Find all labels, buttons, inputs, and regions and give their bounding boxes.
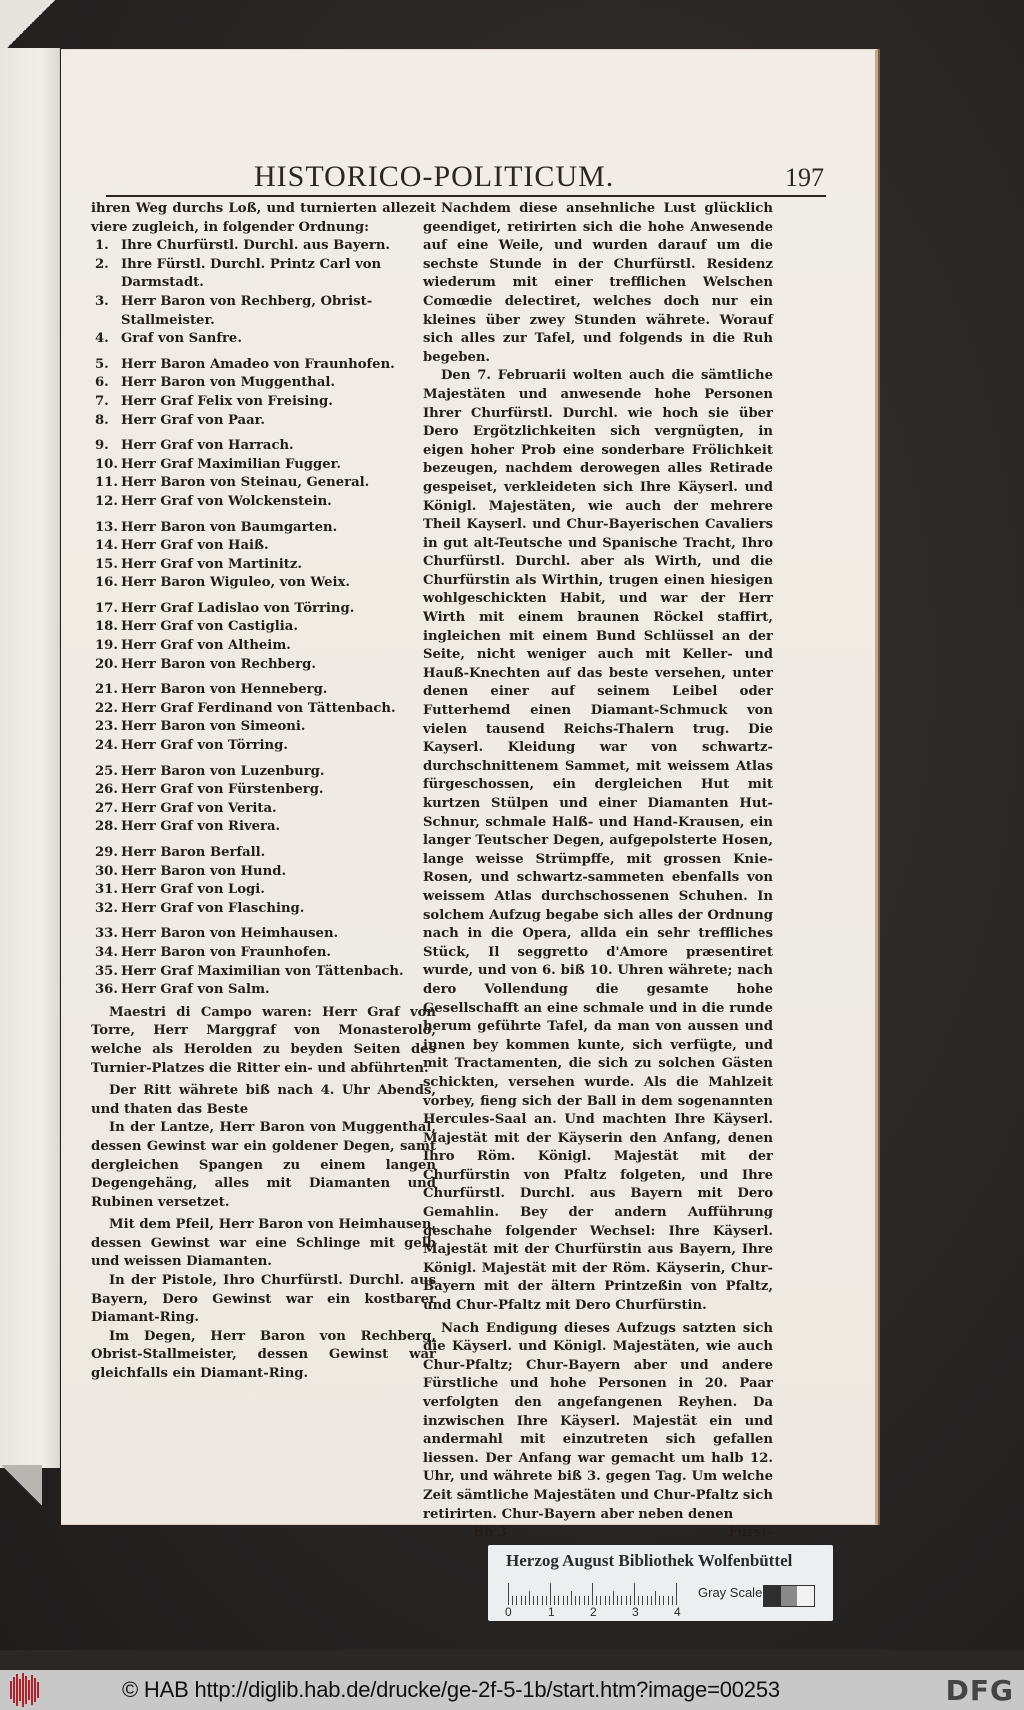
library-scale-label [488, 1545, 833, 1621]
ruler-tick [600, 1596, 601, 1605]
list-item [91, 493, 436, 512]
gray-scale-label: Gray Scale [698, 1585, 763, 1600]
list-number: 21. [95, 682, 118, 698]
ruler-tick [516, 1596, 517, 1605]
list-item [91, 881, 436, 900]
list-number: 27. [95, 800, 118, 816]
ruler-tick [659, 1596, 660, 1605]
list-number: 33. [95, 926, 118, 942]
gray-swatch [797, 1586, 814, 1606]
ruler-tick [617, 1596, 618, 1605]
list-number: 25. [95, 763, 118, 779]
list-item [91, 718, 436, 737]
list-text: Herr Graf von Flasching. [121, 900, 305, 916]
ruler-tick [663, 1596, 664, 1605]
list-text: Graf von Sanfre. [121, 331, 242, 347]
dfg-logo: DFG [945, 1674, 1014, 1707]
list-number: 20. [95, 656, 118, 672]
list-item [91, 763, 436, 782]
ruler-tick [537, 1596, 538, 1605]
ruler-tick [533, 1596, 534, 1605]
list-number: 1. [95, 238, 109, 254]
list-text: Herr Baron von Hund. [121, 863, 287, 879]
ruler-number: 2 [590, 1605, 597, 1619]
ruler-tick [655, 1591, 656, 1605]
list-number: 26. [95, 782, 118, 798]
list-item [91, 393, 436, 412]
list-text: Herr Graf Felix von Freising. [121, 393, 333, 409]
list-text: Herr Graf von Castiglia. [121, 619, 298, 635]
list-item [91, 537, 436, 556]
list-number: 6. [95, 375, 109, 391]
list-number: 7. [95, 393, 109, 409]
copyright-url[interactable]: © HAB http://diglib.hab.de/drucke/ge-2f-5-1b/start.htm?image=00253 [122, 1677, 780, 1702]
ruler-tick [571, 1591, 572, 1605]
list-number: 16. [95, 575, 118, 591]
list-number: 17. [95, 600, 118, 616]
list-text: Herr Graf von Altheim. [121, 638, 291, 654]
list-item [91, 456, 436, 475]
paragraph: Maestri di Campo waren: Herr Graf von Torre, Herr Marggraf von Monasterolo, welche als Herolden zu beyden Seiten des Turnier-Platzes die Ritter ein- und abführten. [91, 1004, 436, 1076]
right-column [423, 200, 773, 1543]
list-text: Herr Baron von Heimhausen. [121, 926, 339, 942]
list-number: 36. [95, 982, 118, 998]
list-item [91, 556, 436, 575]
ruler-tick [542, 1596, 543, 1605]
ruler-tick [634, 1583, 635, 1605]
catchword: Fürst- [728, 1525, 773, 1541]
list-item [91, 293, 436, 330]
list-text: Herr Baron von Baumgarten. [121, 519, 338, 535]
list-text: Herr Graf Ferdinand von Tättenbach. [121, 700, 396, 716]
list-number: 30. [95, 863, 118, 879]
list-item [91, 900, 436, 919]
ruler-tick [563, 1596, 564, 1605]
list-number: 11. [95, 475, 118, 491]
list-item [91, 637, 436, 656]
list-item [91, 237, 436, 256]
list-number: 9. [95, 438, 109, 454]
ruler-tick [579, 1596, 580, 1605]
running-title: HISTORICO-POLITICUM. [254, 160, 615, 193]
list-text: Herr Graf Maximilian Fugger. [121, 456, 341, 472]
paragraph: Der Ritt währete biß nach 4. Uhr Abends, und thaten das Beste [91, 1083, 436, 1117]
list-text: Herr Graf von Törring. [121, 738, 288, 754]
ruler-tick [554, 1596, 555, 1605]
ruler-tick [575, 1596, 576, 1605]
list-number: 13. [95, 519, 118, 535]
list-text: Herr Baron Wiguleo, von Weix. [121, 575, 350, 591]
ruler-tick [609, 1596, 610, 1605]
list-number: 4. [95, 331, 109, 347]
list-number: 10. [95, 456, 118, 472]
ruler-tick [584, 1596, 585, 1605]
list-number: 31. [95, 882, 118, 898]
ruler-tick [525, 1596, 526, 1605]
ruler-tick [613, 1591, 614, 1605]
list-number: 22. [95, 700, 118, 716]
list-text: Herr Baron von Luzenburg. [121, 763, 325, 779]
list-text: Herr Baron von Muggenthal. [121, 375, 336, 391]
ruler-tick [647, 1596, 648, 1605]
list-text: Herr Baron von Rechberg, Obrist-Stallmeister. [121, 293, 373, 328]
ruler-tick [592, 1583, 593, 1605]
list-text: Ihre Fürstl. Durchl. Printz Carl von Darmstadt. [121, 256, 382, 291]
list-item [91, 944, 436, 963]
list-number: 32. [95, 900, 118, 916]
list-text: Herr Graf Maximilian von Tättenbach. [121, 963, 404, 979]
list-number: 29. [95, 845, 118, 860]
list-item [91, 474, 436, 493]
library-name: Herzog August Bibliothek Wolfenbüttel [506, 1551, 793, 1570]
list-text: Herr Baron von Simeoni. [121, 719, 306, 735]
list-item [91, 330, 436, 349]
ruler-tick [596, 1596, 597, 1605]
ruler-tick [621, 1596, 622, 1605]
page-number: 197 [785, 163, 824, 192]
list-number: 18. [95, 619, 118, 635]
paragraph: Nachdem diese ansehnliche Lust glücklich geendiget, retirirten sich die hohe Anwesende auf eine Weile, und wurden darauf um die sechste Stunde in der Churfürstl. Residenz wiederum mit einer trefflichen Welschen Comœdie delectiret, welches doch nur ein kleines über zwey Stunden währete. Worauf sich alles zur Tafel, und folgends in die Ruh begeben. [423, 201, 773, 365]
ruler-tick [567, 1596, 568, 1605]
ruler-tick [638, 1596, 639, 1605]
list-item [91, 863, 436, 882]
list-number: 3. [95, 293, 109, 309]
list-item [91, 412, 436, 431]
ruler-tick [676, 1583, 677, 1605]
left-column [91, 200, 436, 1384]
ruler-tick [668, 1596, 669, 1605]
list-item [91, 519, 436, 538]
ruler-tick [512, 1596, 513, 1605]
ruler-tick [588, 1596, 589, 1605]
ruler-tick [529, 1591, 530, 1605]
ruler-tick [550, 1583, 551, 1605]
list-text: Herr Graf von Paar. [121, 412, 265, 428]
list-item [91, 256, 436, 293]
list-item [91, 700, 436, 719]
ruler-tick [626, 1596, 627, 1605]
list-text: Herr Graf von Rivera. [121, 819, 281, 835]
list-text: Herr Graf von Logi. [121, 882, 265, 898]
list-text: Herr Baron von Rechberg. [121, 656, 316, 672]
list-text: Herr Graf von Haiß. [121, 538, 269, 554]
ruler-tick [546, 1596, 547, 1605]
list-item [91, 618, 436, 637]
list-item [91, 681, 436, 700]
list-item [91, 600, 436, 619]
ruler-number: 1 [548, 1605, 555, 1619]
list-text: Herr Graf Ladislao von Törring. [121, 600, 355, 616]
ruler-tick [558, 1596, 559, 1605]
list-item [91, 981, 436, 1000]
gray-scale-swatches [763, 1585, 815, 1607]
ruler-tick [672, 1596, 673, 1605]
list-text: Herr Baron von Fraunhofen. [121, 944, 332, 960]
paragraph: Im Degen, Herr Baron von Rechberg, Obrist-Stallmeister, dessen Gewinst war gleichfalls ein Diamant-Ring. [91, 1328, 436, 1382]
list-item [91, 781, 436, 800]
paragraph: In der Lantze, Herr Baron von Muggenthal, dessen Gewinst war ein goldener Degen, samt dergleichen Spangen zu einem langen Degengehäng, alles mit Diamanten und Rubinen versetzet. [91, 1120, 436, 1210]
intro-text: ihren Weg durchs Loß, und turnierten allezeit viere zugleich, in folgender Ordnung: [91, 201, 436, 235]
list-text: Herr Graf von Wolckenstein. [121, 493, 332, 509]
list-item [91, 963, 436, 982]
list-number: 12. [95, 493, 118, 509]
ruler-tick [508, 1583, 509, 1605]
ruler-tick [605, 1596, 606, 1605]
list-text: Herr Graf von Salm. [121, 982, 270, 998]
ruler-number: 0 [505, 1605, 512, 1619]
tournament-rider-list [91, 237, 436, 1000]
list-item [91, 437, 436, 456]
paragraph: Den 7. Februarii wolten auch die sämtliche Majestäten und anwesende hohe Personen Ihrer Churfürstl. Durchl. wie hoch sie über Dero Ergötzlichkeiten sich vergnügten, in eigen hoher Prob eine sonderbare Frölichkeit bezeugen, nachdem derowegen alles Retirade gespeiset, verkleideten sich Ihre Käyserl. und Königl. Majestäten, wie auch der mehrere Theil Kayserl. und Chur-Bayerischen Cavaliers in gut alt-Teutsche und Spanische Tracht, Ihro Churfürstl. Durchl. aber als Wirth, und die Churfürstin als Wirthin, trugen einen hiesigen wohlgeschickten Habit, und war der Herr Wirth mit einem braunen Röckel staffirt, ingleichen mit einem Bund Schlüssel an der Seite, nicht weniger auch mit Keller- und Hauß-Knechten auf das beste versehen, unter denen einer auf seinem Leibel oder Futterhemd einen Diamant-Schmuck von vielen tausend Reichs-Thalern trug. Die Kayserl. Kleidung war von schwartz-durchschnittenem Sammet, mit weissem Atlas fürgeschossen, ein dergleichen Hut mit kurtzen Stülpen und einer Diamanten Hut-Schnur, schmale Halß- und Hand-Krausen, ein langer Teutscher Degen, aufgepolsterte Hosen, lange weisse Strümpffe, mit grossen Knie-Rosen, und schwartz-sammeten ebenfalls von weissem Atlas durchschossenen Schuhen. In solchem Aufzug begabe sich alles der Ordnung nach in die Opera, allda ein sehr treffliches Stück, Il seggretto d'Amore præsentiret wurde, und von 6. biß 10. Uhren währete; nach dero Vollendung die gesamte hohe Gesellschafft an eine schmale und in die runde herum geführte Tafel, da man von aussen und innen bey kommen kunte, sich verfügte, und mit Tractamenten, die sich zu solchen Gästen schickten, versehen wurde. Als die Mahlzeit vorbey, fieng sich der Ball in dem sogenannten Hercules-Saal an. Und machten Ihre Käyserl. Majestät mit der Käyserin den Anfang, denen Ihro Röm. Königl. Majestät mit der Churfürstin von Pfaltz folgeten, und Ihre Churfürstl. Durchl. aus Bayern mit Dero Gemahlin. Bey der andern Aufführung geschahe folgender Wechsel: Ihre Käyserl. Majestät mit der Churfürstin aus Bayern, Ihre Königl. Majestät mit der Röm. Käyserin, Chur-Bayern mit der ältern Printzeßin von Pfaltz, und Chur-Pfaltz mit Dero Churfürstin. [423, 368, 773, 1314]
list-text: Herr Graf von Harrach. [121, 438, 294, 454]
previous-page-bottom-corner [0, 1465, 42, 1505]
ruler-tick [521, 1596, 522, 1605]
catchwords-line [423, 1524, 773, 1543]
list-number: 23. [95, 719, 118, 735]
running-head [254, 160, 824, 194]
list-number: 24. [95, 738, 118, 754]
list-item [91, 737, 436, 756]
footer-bar [0, 1670, 1024, 1710]
list-number: 14. [95, 538, 118, 554]
list-item [91, 656, 436, 675]
book-page [61, 49, 878, 1541]
list-number: 34. [95, 944, 118, 960]
list-item [91, 925, 436, 944]
list-text: Herr Baron Amadeo von Fraunhofen. [121, 356, 395, 372]
signature-mark: Bb 3 [473, 1525, 508, 1541]
list-number: 15. [95, 556, 118, 572]
list-number: 19. [95, 638, 118, 654]
paragraph: Nach Endigung dieses Aufzugs satzten sich die Käyserl. und Königl. Majestäten, wie auch Chur-Pfaltz; Chur-Bayern aber und andere Fürstliche und hohe Personen in 20. Paar verfolgten den angefangenen Reyhen. Da inzwischen Ihre Käyserl. Majestät ein und andermahl mit einzutreten sich gefallen liessen. Der Anfang war gemacht um halb 12. Uhr, und währete biß 3. gegen Tag. Um welche Zeit sämtliche Majestäten und Chur-Pfaltz sich retirirten. Chur-Bayern aber neben denen [423, 1320, 773, 1522]
paragraph: In der Pistole, Ihro Churfürstl. Durchl. aus Bayern, Dero Gewinst war ein kostbarer Diamant-Ring. [91, 1273, 436, 1326]
ruler-number: 3 [632, 1605, 639, 1619]
ruler-tick [642, 1596, 643, 1605]
gray-swatch [781, 1586, 798, 1606]
list-item [91, 818, 436, 837]
list-text: Herr Baron von Steinau, General. [121, 475, 370, 491]
list-item [91, 800, 436, 819]
hab-logo-icon [2, 1670, 46, 1710]
list-text: Herr Graf von Verita. [121, 800, 277, 816]
list-text: Herr Baron von Henneberg. [121, 682, 328, 698]
list-number: 35. [95, 963, 118, 979]
list-number: 2. [95, 256, 109, 272]
list-text: Herr Graf von Fürstenberg. [121, 782, 324, 798]
list-text: Herr Graf von Martinitz. [121, 556, 302, 572]
previous-page-edge [0, 48, 60, 1468]
list-item [91, 574, 436, 593]
ruler-scale [508, 1583, 680, 1605]
ruler-tick [651, 1596, 652, 1605]
list-item [91, 356, 436, 375]
ruler-tick [630, 1596, 631, 1605]
list-number: 5. [95, 356, 109, 372]
list-text: Herr Baron Berfall. [121, 845, 266, 860]
list-number: 28. [95, 819, 118, 835]
header-rule [106, 195, 826, 197]
previous-page-corner [0, 0, 60, 50]
list-item [91, 844, 436, 863]
list-item [91, 374, 436, 393]
gray-swatch [764, 1586, 781, 1606]
ruler-number: 4 [674, 1605, 681, 1619]
paragraph: Mit dem Pfeil, Herr Baron von Heimhausen, dessen Gewinst war eine Schlinge mit gelb und weissen Diamanten. [91, 1217, 436, 1270]
list-text: Ihre Churfürstl. Durchl. aus Bayern. [121, 238, 391, 254]
list-number: 8. [95, 412, 109, 428]
